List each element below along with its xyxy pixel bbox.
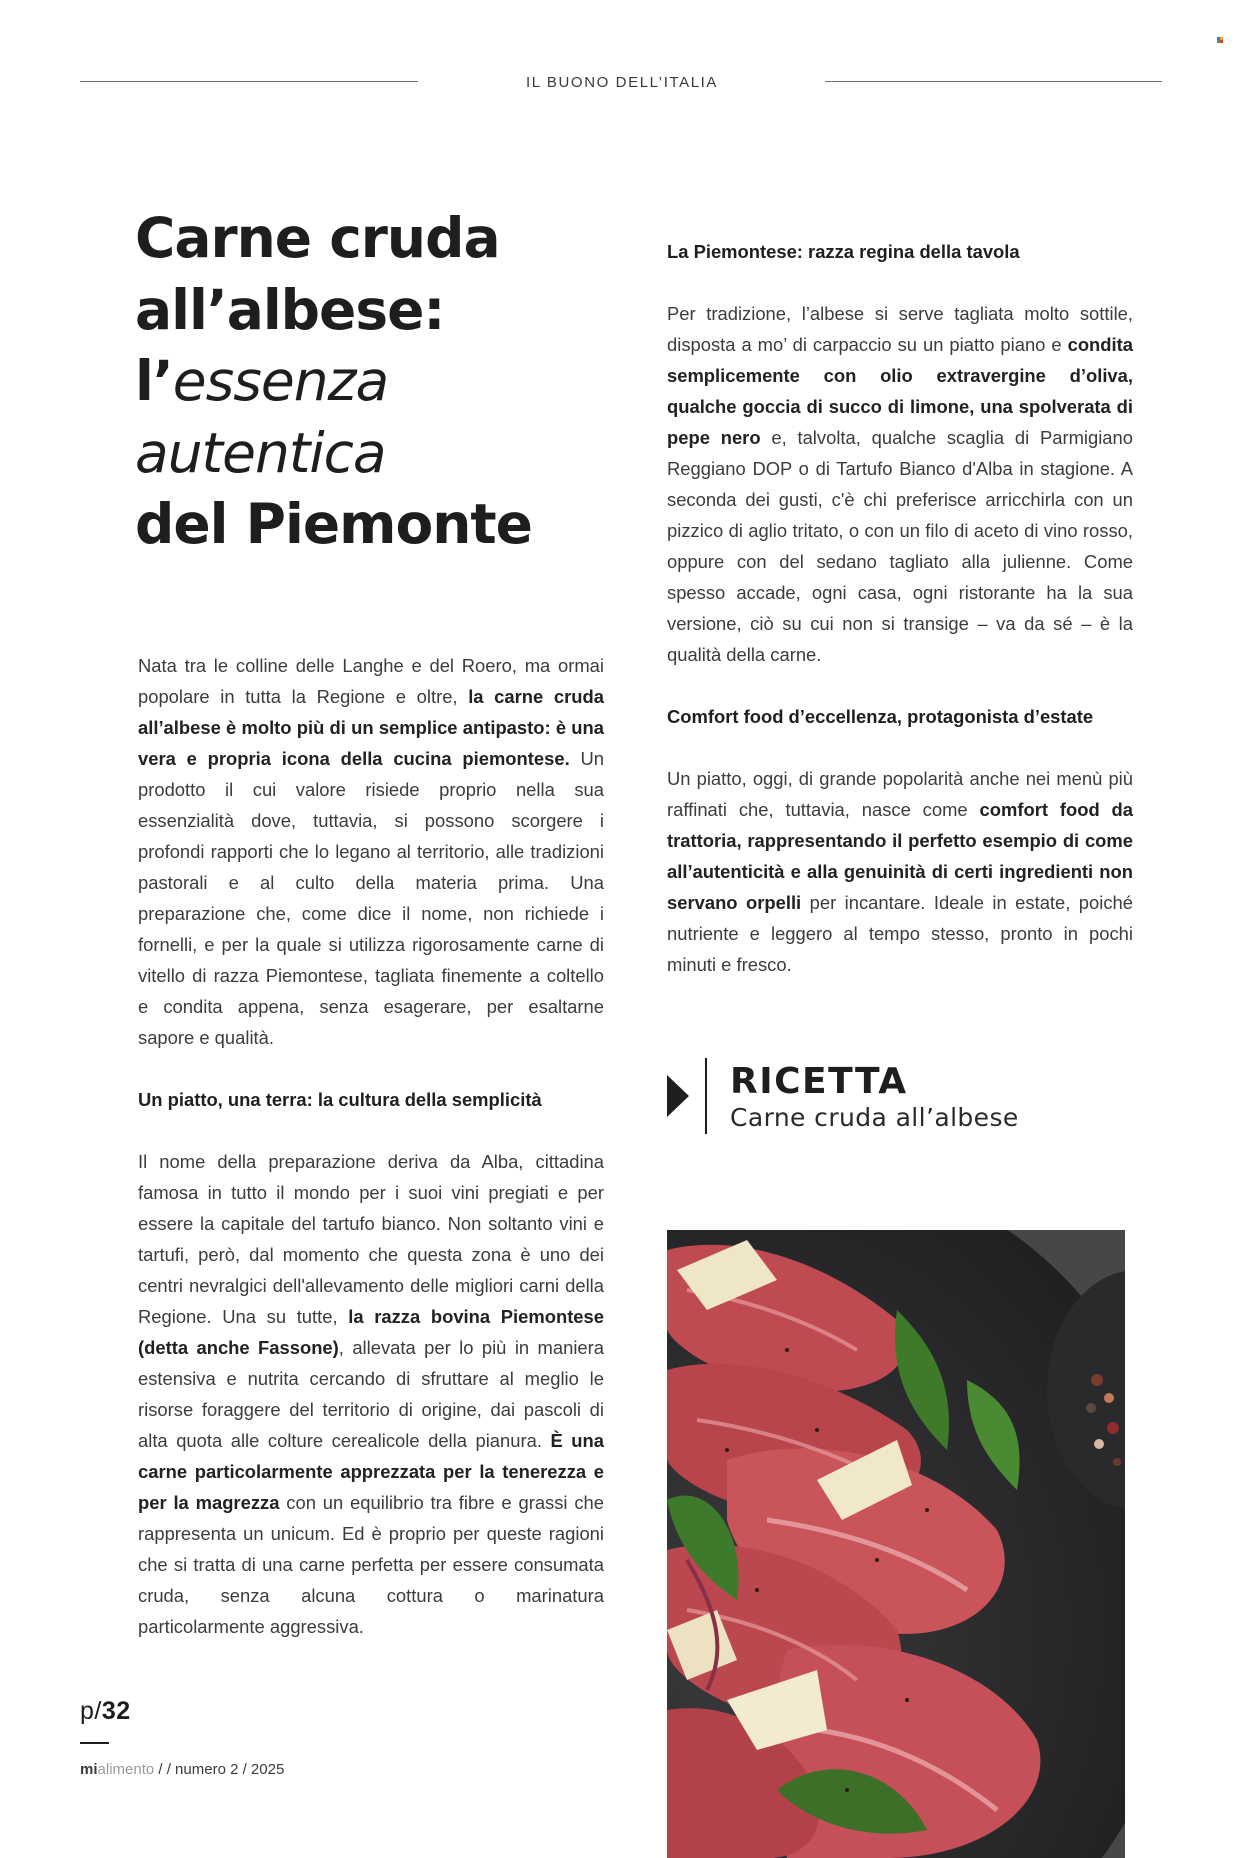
carpaccio-photo	[667, 1230, 1125, 1858]
section1-bold-1: la razza bovina Piemontese (detta anche Fassone)	[138, 1306, 604, 1358]
issue-line	[80, 1761, 284, 1778]
title-line-2: all’albese:	[135, 277, 445, 342]
title-line-3	[135, 346, 605, 418]
brand-bold: mi	[80, 1761, 98, 1778]
header-rule-right	[825, 81, 1162, 82]
page-prefix: p/	[80, 1697, 102, 1725]
title-line-3-plain: l’	[135, 349, 173, 413]
intro-bold-1: la carne cruda all’albese è molto più di un semplice antipasto: è una vera e propria icona della cucina piemontese.	[138, 686, 604, 769]
section3-heading: Comfort food d’eccellenza, protagonista d’estate	[667, 706, 1094, 727]
title-line-5: del Piemonte	[135, 492, 532, 556]
section3-bold-1: comfort food da trattoria, rappresentando il perfetto esempio di come all’autenticità e alla genuinità di certi ingredienti non servano orpelli	[667, 799, 1134, 913]
section1-text-2: , allevata per lo più in maniera estensiva e nutrita cercando di sfruttare al meglio le risorse foraggere del territorio di origine, dai pascoli di alta quota alle colture cerealicole della pianura.	[138, 1337, 604, 1451]
left-column	[138, 650, 604, 1642]
carpaccio-illustration	[667, 1230, 1125, 1858]
intro-text-1: Nata tra le colline delle Langhe e del Roero, ma ormai popolare in tutta la Regione e oltre,	[138, 655, 604, 707]
brand-light: alimento	[97, 1761, 155, 1778]
section1-heading: Un piatto, una terra: la cultura della semplicità	[138, 1089, 542, 1110]
section1-text-3: con un equilibrio tra fibre e grassi che rappresenta un unicum. Ed è proprio per queste ragioni che si tratta di una carne perfetta per essere consumata cruda, senza alcuna cottura o marinatura particolarmente aggressiva.	[138, 1492, 605, 1637]
title-line-4: autentica	[135, 420, 386, 485]
section3-text-2: per incantare. Ideale in estate, poiché nutriente e leggero al tempo stesso, pronto in pochi minuti e fresco.	[667, 892, 1134, 975]
page-folio	[80, 1697, 131, 1726]
section1-text-1: Il nome della preparazione deriva da Alba, cittadina famosa in tutto il mondo per i suoi vini pregiati e per essere la capitale del tartufo bianco. Non soltanto vini e tartufi, però, dal momento che questa zona è uno dei centri nevralgici dell'allevamento delle migliori carni della Regione. Una su tutte,	[138, 1151, 604, 1327]
title-line-3-italic: essenza	[172, 349, 389, 413]
triangle-right-icon	[667, 1075, 689, 1117]
recipe-box	[667, 1058, 1167, 1134]
section2-bold-1: condita semplicemente con olio extravergine d’oliva, qualche goccia di succo di limone, una spolverata di pepe nero	[667, 334, 1133, 448]
page-number: 32	[101, 1697, 131, 1725]
folio-rule	[80, 1742, 109, 1744]
article-title	[135, 203, 605, 561]
section2-paragraph	[667, 298, 1133, 670]
title-line-1: Carne cruda	[135, 206, 500, 270]
section1-bold-2: È una carne particolarmente apprezzata per la tenerezza e per la magrezza	[138, 1430, 604, 1513]
section2-text-1: Per tradizione, l’albese si serve tagliata molto sottile, disposta a mo’ di carpaccio su un piatto piano e	[667, 303, 1133, 355]
recipe-name: Carne cruda all’albese	[730, 1103, 1019, 1132]
section2-text-2: e, talvolta, qualche scaglia di Parmigiano Reggiano DOP o di Tartufo Bianco d'Alba in stagione. A seconda dei gusti, c'è chi preferisce arricchirla con un pizzico di aglio tritato, o con un filo di aceto di vino rosso, oppure con del sedano tagliato alla julienne. Come spesso accade, ogni casa, ogni ristorante ha la sua versione, ciò su cui non si transige – va da sé – è la qualità della carne.	[667, 427, 1133, 665]
recipe-label: RICETTA	[730, 1061, 908, 1102]
recipe-divider	[705, 1058, 707, 1134]
section2-heading: La Piemontese: razza regina della tavola	[667, 241, 1020, 262]
section3-text-1: Un piatto, oggi, di grande popolarità anche nei menù più raffinati che, tuttavia, nasce come	[667, 768, 1133, 820]
intro-paragraph	[138, 650, 604, 1053]
section3-paragraph	[667, 763, 1133, 980]
issue-number: / / numero 2 / 2025	[154, 1761, 285, 1778]
header-rule-left	[80, 81, 418, 82]
right-column	[667, 236, 1133, 980]
running-header: IL BUONO DELL’ITALIA	[525, 74, 719, 91]
corner-color-mark	[1217, 37, 1224, 43]
section1-paragraph	[138, 1146, 604, 1642]
intro-text-2: Un prodotto il cui valore risiede proprio nella sua essenzialità dove, tuttavia, si possono scorgere i profondi rapporti che lo legano al territorio, alle tradizioni pastorali e al culto della materia prima. Una preparazione che, come dice il nome, non richiede i fornelli, e per la quale si utilizza rigorosamente carne di vitello di razza Piemontese, tagliata finemente a coltello e condita appena, senza esagerare, per esaltarne sapore e qualità.	[138, 748, 605, 1048]
